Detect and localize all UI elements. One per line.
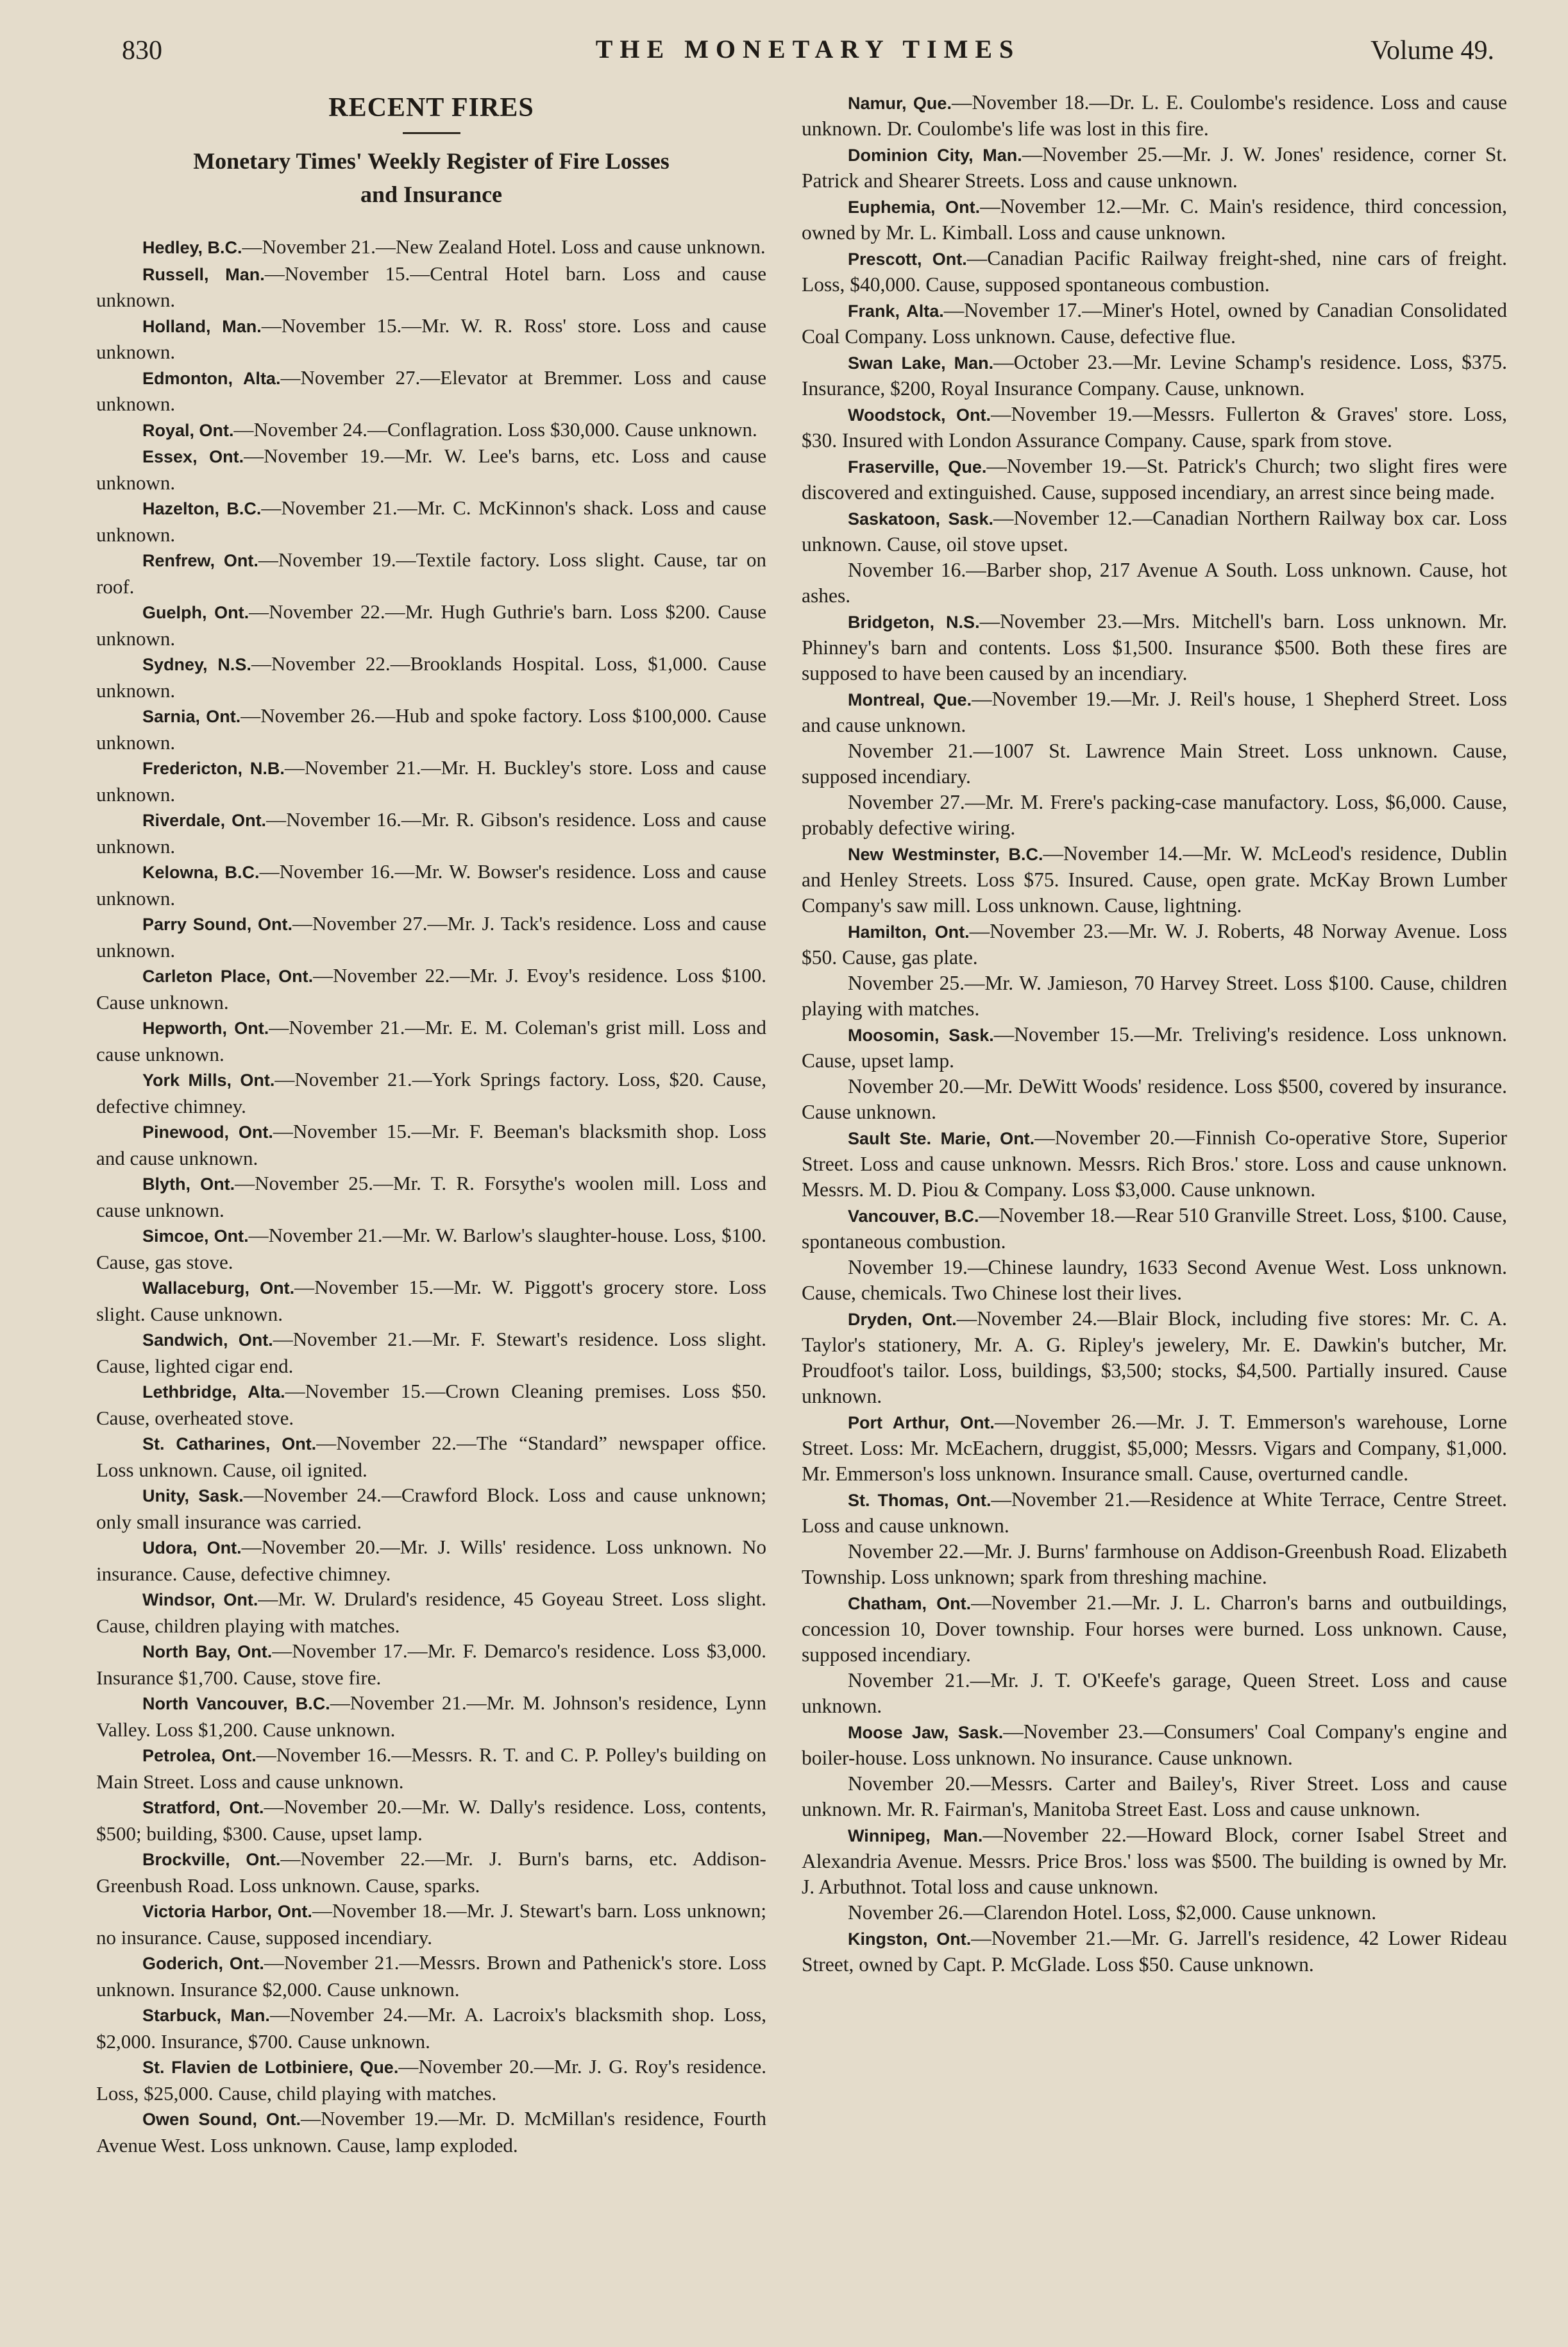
fire-entry [96, 599, 766, 651]
entry-location: Winnipeg, Man. [848, 1826, 983, 1845]
entry-location: Swan Lake, Man. [848, 353, 994, 373]
entry-text: —November 21.—Mr. H. Buckley's store. Loss and cause unknown. [96, 756, 767, 806]
fire-entry [802, 1074, 1507, 1125]
fire-entry [802, 1255, 1507, 1306]
entry-location: Saskatoon, Sask. [848, 509, 994, 529]
entry-text: —November 22.—Brooklands Hospital. Loss, $1,000. Cause unknown. [96, 652, 766, 702]
entry-text: —November 16.—Mr. W. Bowser's residence. Loss and cause unknown. [96, 860, 766, 910]
fire-entry [802, 1409, 1507, 1487]
fire-entry [802, 1900, 1507, 1926]
fire-entry [802, 298, 1507, 350]
entry-location: Hedley, B.C. [142, 238, 242, 257]
register-title-line1: Monetary Times' Weekly Register of Fire Losses [193, 148, 670, 174]
fire-entry [96, 807, 766, 859]
entry-location: Namur, Que. [848, 94, 952, 113]
fire-entry [96, 1846, 766, 1898]
fire-entry [96, 1638, 766, 1690]
fire-entry [96, 1586, 766, 1638]
fire-entry [802, 1539, 1507, 1590]
fire-entry [96, 547, 766, 599]
entry-text: —November 19.—Mr. J. Reil's house, 1 Shepherd Street. Loss and cause unknown. [802, 688, 1508, 736]
entry-text: —November 21.—Mr. G. Jarrell's residence, 42 Lower Rideau Street, owned by Capt. P. McGlade. Loss $50. Cause unknown. [802, 1927, 1507, 1976]
entry-text: —November 23.—Mrs. Mitchell's barn. Loss unknown. Mr. Phinney's barn and contents. Loss $1,500. Insurance $500. Both these fires are supposed to have been caused by an incendiary. [802, 610, 1508, 684]
entry-location: Montreal, Que. [848, 690, 972, 709]
entry-text: November 16.—Barber shop, 217 Avenue A South. Loss unknown. Cause, hot ashes. [802, 559, 1507, 607]
entry-text: —November 23.—Consumers' Coal Company's engine and boiler-house. Loss unknown. No insurance. Cause unknown. [802, 1720, 1507, 1769]
left-entries [96, 234, 766, 2158]
entry-text: —November 24.—Crawford Block. Loss and cause unknown; only small insurance was carried. [96, 1484, 766, 1533]
entry-location: York Mills, Ont. [142, 1071, 275, 1090]
fire-entry [96, 1223, 766, 1275]
fire-entry [802, 1125, 1507, 1203]
entry-location: Royal, Ont. [142, 420, 234, 440]
entry-text: —November 20.—Mr. J. Wills' residence. Loss unknown. No insurance. Cause, defective chimney. [96, 1536, 767, 1585]
entry-location: Dryden, Ont. [848, 1310, 957, 1329]
fire-entry [802, 402, 1507, 453]
register-title-line2: and Insurance [360, 182, 503, 207]
entry-location: Dominion City, Man. [848, 146, 1022, 165]
entry-location: Renfrew, Ont. [142, 551, 258, 570]
fire-entry [96, 2002, 766, 2054]
fire-entry [802, 1022, 1507, 1074]
entry-text: November 19.—Chinese laundry, 1633 Second Avenue West. Loss unknown. Cause, chemicals. Two Chinese lost their lives. [802, 1256, 1507, 1304]
entry-location: Pinewood, Ont. [142, 1123, 273, 1142]
entry-location: Fraserville, Que. [848, 457, 987, 477]
entry-location: St. Thomas, Ont. [848, 1491, 991, 1510]
entry-location: Wallaceburg, Ont. [142, 1278, 295, 1298]
running-head [122, 29, 1494, 74]
fire-entry [96, 1015, 766, 1067]
entry-location: Sault Ste. Marie, Ont. [848, 1129, 1035, 1148]
fire-entry [96, 313, 766, 365]
fire-entry [802, 970, 1507, 1022]
entry-text: —November 20.—Finnish Co-operative Store, Superior Street. Loss and cause unknown. Messrs. Rich Bros.' store. Loss and cause unknown. Messrs. M. D. Piou & Company. Loss $3,000. Cause unknown. [802, 1126, 1507, 1201]
entry-location: Guelph, Ont. [142, 603, 249, 622]
entry-location: Lethbridge, Alta. [142, 1382, 285, 1402]
entry-location: New Westminster, B.C. [848, 845, 1043, 864]
entry-text: November 21.—1007 St. Lawrence Main Street. Loss unknown. Cause, supposed incendiary. [802, 740, 1507, 788]
entry-text: —November 21.—Residence at White Terrace, Centre Street. Loss and cause unknown. [802, 1488, 1507, 1537]
entry-text: —November 21.—York Springs factory. Loss, $20. Cause, defective chimney. [96, 1068, 766, 1117]
entry-text: —November 12.—Mr. C. Main's residence, third concession, owned by Mr. L. Kimball. Loss and cause unknown. [802, 195, 1507, 244]
entry-location: Moose Jaw, Sask. [848, 1723, 1004, 1742]
entry-location: Carleton Place, Ont. [142, 967, 314, 986]
entry-location: Starbuck, Man. [142, 2006, 270, 2025]
fire-entry [96, 1275, 766, 1326]
entry-location: Hazelton, B.C. [142, 499, 262, 518]
entry-text: —November 19.—Mr. W. Lee's barns, etc. Loss and cause unknown. [96, 445, 766, 494]
entry-location: Blyth, Ont. [142, 1174, 235, 1194]
fire-entry [96, 1898, 766, 1950]
entry-location: St. Flavien de Lotbiniere, Que. [142, 2058, 399, 2077]
entry-text: —November 17.—Mr. F. Demarco's residence. Loss $3,000. Insurance $1,700. Cause, stove fire. [96, 1640, 766, 1689]
fire-entry [802, 1771, 1507, 1822]
fire-entry [802, 194, 1507, 246]
entry-text: November 22.—Mr. J. Burns' farmhouse on Addison-Greenbush Road. Elizabeth Township. Loss unknown; spark from threshing machine. [802, 1540, 1507, 1588]
entry-location: North Bay, Ont. [142, 1642, 273, 1661]
entry-location: Hamilton, Ont. [848, 922, 970, 942]
entry-text: —November 18.—Mr. J. Stewart's barn. Loss unknown; no insurance. Cause, supposed incendiary. [96, 1899, 766, 1949]
entry-text: —November 18.—Dr. L. E. Coulombe's residence. Loss and cause unknown. Dr. Coulombe's life was lost in this fire. [802, 91, 1508, 140]
entry-text: —November 21.—Mr. M. Johnson's residence, Lynn Valley. Loss $1,200. Cause unknown. [96, 1691, 766, 1741]
fire-entry [96, 1378, 766, 1430]
entry-location: Parry Sound, Ont. [142, 915, 292, 934]
entry-location: Udora, Ont. [142, 1538, 242, 1557]
fire-entry [802, 686, 1507, 738]
fire-entry [96, 1742, 766, 1794]
fire-entry [96, 495, 766, 547]
entry-location: Sandwich, Ont. [142, 1330, 273, 1350]
entry-text: —November 21.—Mr. W. Barlow's slaughter-house. Loss, $100. Cause, gas stove. [96, 1224, 766, 1273]
entry-text: —November 14.—Mr. W. McLeod's residence, Dublin and Henley Streets. Loss $75. Insured. Cause, open grate. McKay Brown Lumber Company's saw mill. Loss unknown. Cause, lightning. [802, 842, 1507, 917]
entry-location: Hepworth, Ont. [142, 1019, 269, 1038]
entry-text: —November 26.—Mr. J. T. Emmerson's warehouse, Lorne Street. Loss: Mr. McEachern, druggist, $5,000; Messrs. Vigars and Company, $1,000. Mr. Emmerson's loss unknown. Insurance small. Cause, overturned candle. [802, 1411, 1507, 1485]
entry-location: Simcoe, Ont. [142, 1226, 249, 1246]
fire-entry [96, 2106, 766, 2158]
fire-entry [802, 1719, 1507, 1771]
fire-entry [96, 443, 766, 495]
entry-location: Vancouver, B.C. [848, 1207, 979, 1226]
entry-text: —November 19.—Messrs. Fullerton & Graves' store. Loss, $30. Insured with London Assurance Company. Cause, spark from stove. [802, 403, 1508, 452]
fire-entry [802, 790, 1507, 841]
entry-text: —November 21.—Mr. C. McKinnon's shack. Loss and cause unknown. [96, 496, 767, 546]
fire-entry [96, 1482, 766, 1534]
entry-location: Unity, Sask. [142, 1486, 244, 1505]
fire-entry [96, 963, 766, 1015]
entry-text: —November 21.—Mr. J. L. Charron's barns and outbuildings, concession 10, Dover township. Four horses were burned. Loss unknown. Cause, supposed incendiary. [802, 1591, 1507, 1666]
entry-text: —November 22.—Mr. J. Burn's barns, etc. Addison-Greenbush Road. Loss unknown. Cause, sparks. [96, 1847, 766, 1897]
entry-location: Stratford, Ont. [142, 1798, 264, 1817]
entry-location: Euphemia, Ont. [848, 198, 981, 217]
entry-text: —November 18.—Rear 510 Granville Street. Loss, $100. Cause, spontaneous combustion. [802, 1204, 1507, 1253]
fire-entry [802, 453, 1507, 505]
fire-entry [96, 1067, 766, 1119]
fire-entry [96, 234, 766, 261]
fire-entry [96, 703, 766, 755]
entry-location: Sydney, N.S. [142, 655, 251, 674]
entry-text: November 21.—Mr. J. T. O'Keefe's garage, Queen Street. Loss and cause unknown. [802, 1669, 1507, 1717]
entry-text: —Mr. W. Drulard's residence, 45 Goyeau Street. Loss slight. Cause, children playing with matches. [96, 1588, 766, 1637]
entry-location: Essex, Ont. [142, 447, 244, 466]
fire-entry [802, 1203, 1507, 1255]
fire-entry [802, 1822, 1507, 1900]
title-rule [403, 132, 460, 134]
entry-location: Sarnia, Ont. [142, 707, 241, 726]
entry-text: November 20.—Mr. DeWitt Woods' residence. Loss $500, covered by insurance. Cause unknown. [802, 1075, 1507, 1123]
entry-text: —November 15.—Crown Cleaning premises. Loss $50. Cause, overheated stove. [96, 1380, 766, 1429]
entry-text: —Canadian Pacific Railway freight-shed, nine cars of freight. Loss, $40,000. Cause, supposed spontaneous combustion. [802, 247, 1507, 296]
entry-text: —November 15.—Central Hotel barn. Loss and cause unknown. [96, 262, 766, 311]
entry-text: —November 16.—Mr. R. Gibson's residence. Loss and cause unknown. [96, 808, 766, 858]
entry-text: —October 23.—Mr. Levine Schamp's residence. Loss, $375. Insurance, $200, Royal Insurance Company. Cause, unknown. [802, 351, 1507, 400]
entry-text: —November 27.—Mr. J. Tack's residence. Loss and cause unknown. [96, 912, 766, 962]
entry-text: —November 24.—Conflagration. Loss $30,000. Cause unknown. [233, 418, 757, 441]
entry-text: November 20.—Messrs. Carter and Bailey's, River Street. Loss and cause unknown. Mr. R. Fairman's, Manitoba Street East. Loss and cause unknown. [802, 1772, 1507, 1820]
entry-location: Prescott, Ont. [848, 250, 967, 269]
entry-text: —November 23.—Mr. W. J. Roberts, 48 Norway Avenue. Loss $50. Cause, gas plate. [802, 920, 1507, 969]
fire-entry [96, 1534, 766, 1586]
fire-entry [96, 1430, 766, 1482]
fire-entry [96, 1119, 766, 1171]
entry-location: Brockville, Ont. [142, 1850, 281, 1869]
entry-location: Goderich, Ont. [142, 1954, 264, 1973]
fire-entry [802, 919, 1507, 970]
fire-entry [802, 90, 1507, 142]
entry-location: Petrolea, Ont. [142, 1746, 257, 1765]
entry-location: North Vancouver, B.C. [142, 1694, 330, 1713]
volume-label: Volume 49. [1370, 36, 1494, 65]
fire-entry [96, 1690, 766, 1742]
fire-entry [802, 609, 1507, 686]
entry-location: Edmonton, Alta. [142, 368, 281, 388]
fire-entry [96, 417, 766, 444]
fire-entry [96, 365, 766, 417]
fire-entry [802, 246, 1507, 298]
entry-text: —November 24.—Mr. A. Lacroix's blacksmith shop. Loss, $2,000. Insurance, $700. Cause unknown. [96, 2003, 766, 2053]
entry-location: Kelowna, B.C. [142, 863, 260, 882]
entry-text: —November 22.—The “Standard” newspaper office. Loss unknown. Cause, oil ignited. [96, 1432, 766, 1481]
entry-location: Riverdale, Ont. [142, 811, 267, 830]
entry-text: —November 12.—Canadian Northern Railway box car. Loss unknown. Cause, oil stove upset. [802, 507, 1507, 555]
entry-text: —November 15.—Mr. Treliving's residence. Loss unknown. Cause, upset lamp. [802, 1023, 1507, 1072]
entry-text: —November 19.—Mr. D. McMillan's residence, Fourth Avenue West. Loss unknown. Cause, lamp exploded. [96, 2107, 766, 2156]
fire-entry [96, 1171, 766, 1223]
entry-text: —November 22.—Mr. J. Evoy's residence. Loss $100. Cause unknown. [96, 964, 766, 1013]
entry-text: —November 21.—Messrs. Brown and Pathenick's store. Loss unknown. Insurance $2,000. Cause unknown. [96, 1951, 766, 2001]
fire-entry [802, 1590, 1507, 1668]
fire-entry [96, 1326, 766, 1378]
entry-text: November 27.—Mr. M. Frere's packing-case manufactory. Loss, $6,000. Cause, probably defective wiring. [802, 791, 1507, 839]
entry-text: —November 21.—Mr. E. M. Coleman's grist mill. Loss and cause unknown. [96, 1016, 766, 1065]
entry-location: Windsor, Ont. [142, 1590, 258, 1609]
entry-text: —November 15.—Mr. W. R. Ross' store. Loss and cause unknown. [96, 314, 766, 363]
fire-entry [96, 261, 766, 313]
entry-text: —November 26.—Hub and spoke factory. Loss $100,000. Cause unknown. [96, 704, 766, 754]
entry-location: Owen Sound, Ont. [142, 2110, 301, 2129]
entry-text: —November 27.—Elevator at Bremmer. Loss and cause unknown. [96, 366, 766, 415]
right-entries [802, 90, 1507, 1978]
fire-entry [96, 1794, 766, 1846]
fire-entry [96, 651, 766, 703]
entry-text: —November 19.—St. Patrick's Church; two slight fires were discovered and extinguished. Cause, supposed incendiary, an arrest since being made. [802, 455, 1507, 504]
entry-text: —November 19.—Textile factory. Loss slight. Cause, tar on roof. [96, 548, 767, 598]
entry-location: Kingston, Ont. [848, 1929, 972, 1949]
fire-entry [802, 1306, 1507, 1409]
entry-text: —November 25.—Mr. J. W. Jones' residence, corner St. Patrick and Shearer Streets. Loss and cause unknown. [802, 143, 1507, 192]
fire-entry [802, 841, 1507, 919]
entry-text: —November 21.—Mr. F. Stewart's residence. Loss slight. Cause, lighted cigar end. [96, 1328, 767, 1377]
entry-text: —November 20.—Mr. J. G. Roy's residence. Loss, $25,000. Cause, child playing with matches. [96, 2055, 766, 2105]
entry-location: Woodstock, Ont. [848, 405, 991, 425]
entry-location: Bridgeton, N.S. [848, 613, 980, 632]
register-title [96, 144, 766, 211]
entry-text: —November 21.—New Zealand Hotel. Loss and cause unknown. [242, 235, 766, 258]
left-column [96, 90, 766, 2158]
entry-location: Chatham, Ont. [848, 1594, 972, 1613]
fire-entry [96, 2054, 766, 2106]
entry-text: November 25.—Mr. W. Jamieson, 70 Harvey Street. Loss $100. Cause, children playing with matches. [802, 972, 1507, 1020]
entry-location: Port Arthur, Ont. [848, 1413, 995, 1432]
right-column [802, 90, 1507, 1978]
fire-entry [802, 1668, 1507, 1719]
entry-text: —November 22.—Howard Block, corner Isabel Street and Alexandria Avenue. Messrs. Price Bros.' loss was $500. The building is owned by Mr. J. Arbuthnot. Total loss and cause unknown. [802, 1824, 1507, 1898]
entry-location: Frank, Alta. [848, 301, 944, 321]
fire-entry [96, 1950, 766, 2002]
entry-text: —November 25.—Mr. T. R. Forsythe's woolen mill. Loss and cause unknown. [96, 1172, 766, 1221]
fire-entry [802, 1926, 1507, 1978]
entry-text: —November 16.—Messrs. R. T. and C. P. Polley's building on Main Street. Loss and cause unknown. [96, 1743, 766, 1793]
entry-text: —November 15.—Mr. W. Piggott's grocery store. Loss slight. Cause unknown. [96, 1276, 766, 1325]
entry-text: —November 20.—Mr. W. Dally's residence. Loss, contents, $500; building, $300. Cause, upset lamp. [96, 1795, 766, 1845]
entry-text: November 26.—Clarendon Hotel. Loss, $2,000. Cause unknown. [848, 1901, 1377, 1924]
entry-text: —November 15.—Mr. F. Beeman's blacksmith shop. Loss and cause unknown. [96, 1120, 766, 1169]
page-number: 830 [122, 36, 162, 65]
entry-location: Russell, Man. [142, 264, 265, 284]
fire-entry [96, 911, 766, 963]
fire-entry [802, 738, 1507, 790]
fire-entry [802, 350, 1507, 402]
fire-entry [96, 755, 766, 807]
entry-location: Moosomin, Sask. [848, 1026, 994, 1045]
fire-entry [802, 557, 1507, 609]
fire-entry [802, 1487, 1507, 1539]
journal-title: THE MONETARY TIMES [595, 35, 1021, 64]
fire-entry [96, 859, 766, 911]
section-title: RECENT FIRES [328, 93, 534, 123]
fire-entry [802, 142, 1507, 194]
entry-text: —November 24.—Blair Block, including five stores: Mr. C. A. Taylor's stationery, Mr. A. G. Ripley's jewelery, Mr. E. Dawkin's butcher, Mr. Proudfoot's tailor. Loss, buildings, $3,500; stocks, $4,500. Partially insured. Cause unknown. [802, 1307, 1508, 1407]
entry-location: Victoria Harbor, Ont. [142, 1902, 312, 1921]
entry-location: St. Catharines, Ont. [142, 1434, 317, 1453]
entry-text: —November 17.—Miner's Hotel, owned by Canadian Consolidated Coal Company. Loss unknown. Cause, defective flue. [802, 299, 1507, 348]
entry-location: Fredericton, N.B. [142, 759, 285, 778]
entry-text: —November 22.—Mr. Hugh Guthrie's barn. Loss $200. Cause unknown. [96, 600, 766, 650]
fire-entry [802, 505, 1507, 557]
entry-location: Holland, Man. [142, 316, 262, 336]
